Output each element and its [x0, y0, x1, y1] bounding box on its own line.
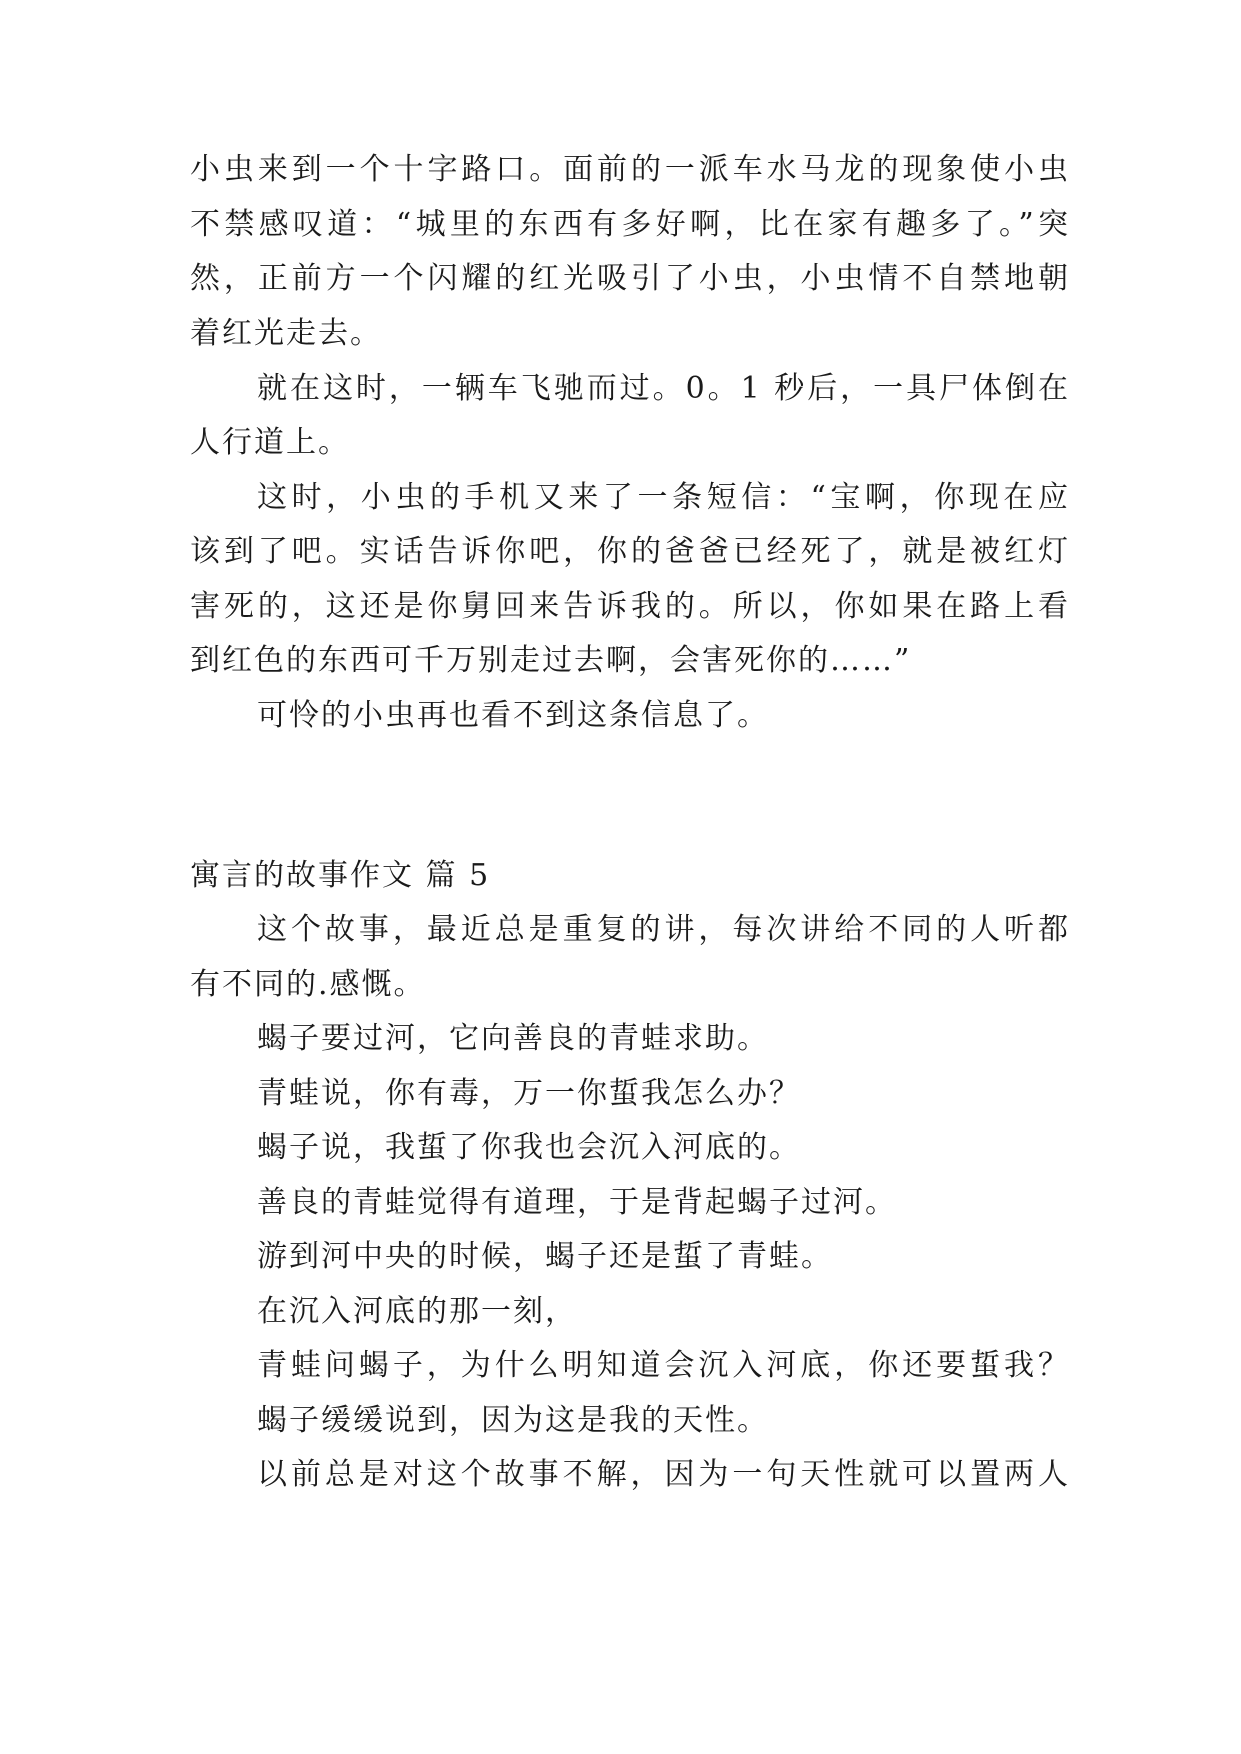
text-line: 小虫来到一个十字路口。面前的一派车水马龙的现象使小虫	[190, 152, 1070, 187]
text-line: 蝎子说，我蜇了你我也会沉入河底的。	[257, 1130, 801, 1165]
text-line: 这个故事，最近总是重复的讲，每次讲给不同的人听都	[257, 912, 1070, 947]
text-line: 然，正前方一个闪耀的红光吸引了小虫，小虫情不自禁地朝	[190, 261, 1070, 296]
text-line: 不禁感叹道：“城里的东西有多好啊，比在家有趣多了。”突	[190, 207, 1070, 242]
text-line: 在沉入河底的那一刻，	[257, 1294, 577, 1329]
text-line: 游到河中央的时候，蝎子还是蜇了青蛙。	[257, 1239, 833, 1274]
text-line: 就在这时，一辆车飞驰而过。0。1 秒后，一具尸体倒在	[257, 371, 1070, 406]
text-line: 善良的青蛙觉得有道理，于是背起蝎子过河。	[257, 1185, 897, 1220]
text-line: 可怜的小虫再也看不到这条信息了。	[257, 698, 769, 733]
text-line: 青蛙说，你有毒，万一你蜇我怎么办？	[257, 1076, 801, 1111]
text-line: 青蛙问蝎子，为什么明知道会沉入河底，你还要蜇我？	[257, 1348, 1070, 1383]
text-line: 着红光走去。	[190, 316, 382, 351]
text-line: 害死的，这还是你舅回来告诉我的。所以，你如果在路上看	[190, 589, 1070, 624]
text-line: 蝎子缓缓说到，因为这是我的天性。	[257, 1403, 769, 1438]
text-line: 该到了吧。实话告诉你吧，你的爸爸已经死了，就是被红灯	[190, 534, 1070, 569]
text-line: 这时，小虫的手机又来了一条短信：“宝啊，你现在应	[257, 480, 1070, 515]
text-line: 蝎子要过河，它向善良的青蛙求助。	[257, 1021, 769, 1056]
text-line: 有不同的.感慨。	[190, 967, 426, 1002]
text-line: 到红色的东西可千万别走过去啊，会害死你的……”	[190, 643, 912, 678]
text-line: 人行道上。	[190, 425, 350, 460]
section-heading: 寓言的故事作文 篇 5	[190, 858, 491, 893]
text-line: 以前总是对这个故事不解，因为一句天性就可以置两人	[257, 1457, 1070, 1492]
